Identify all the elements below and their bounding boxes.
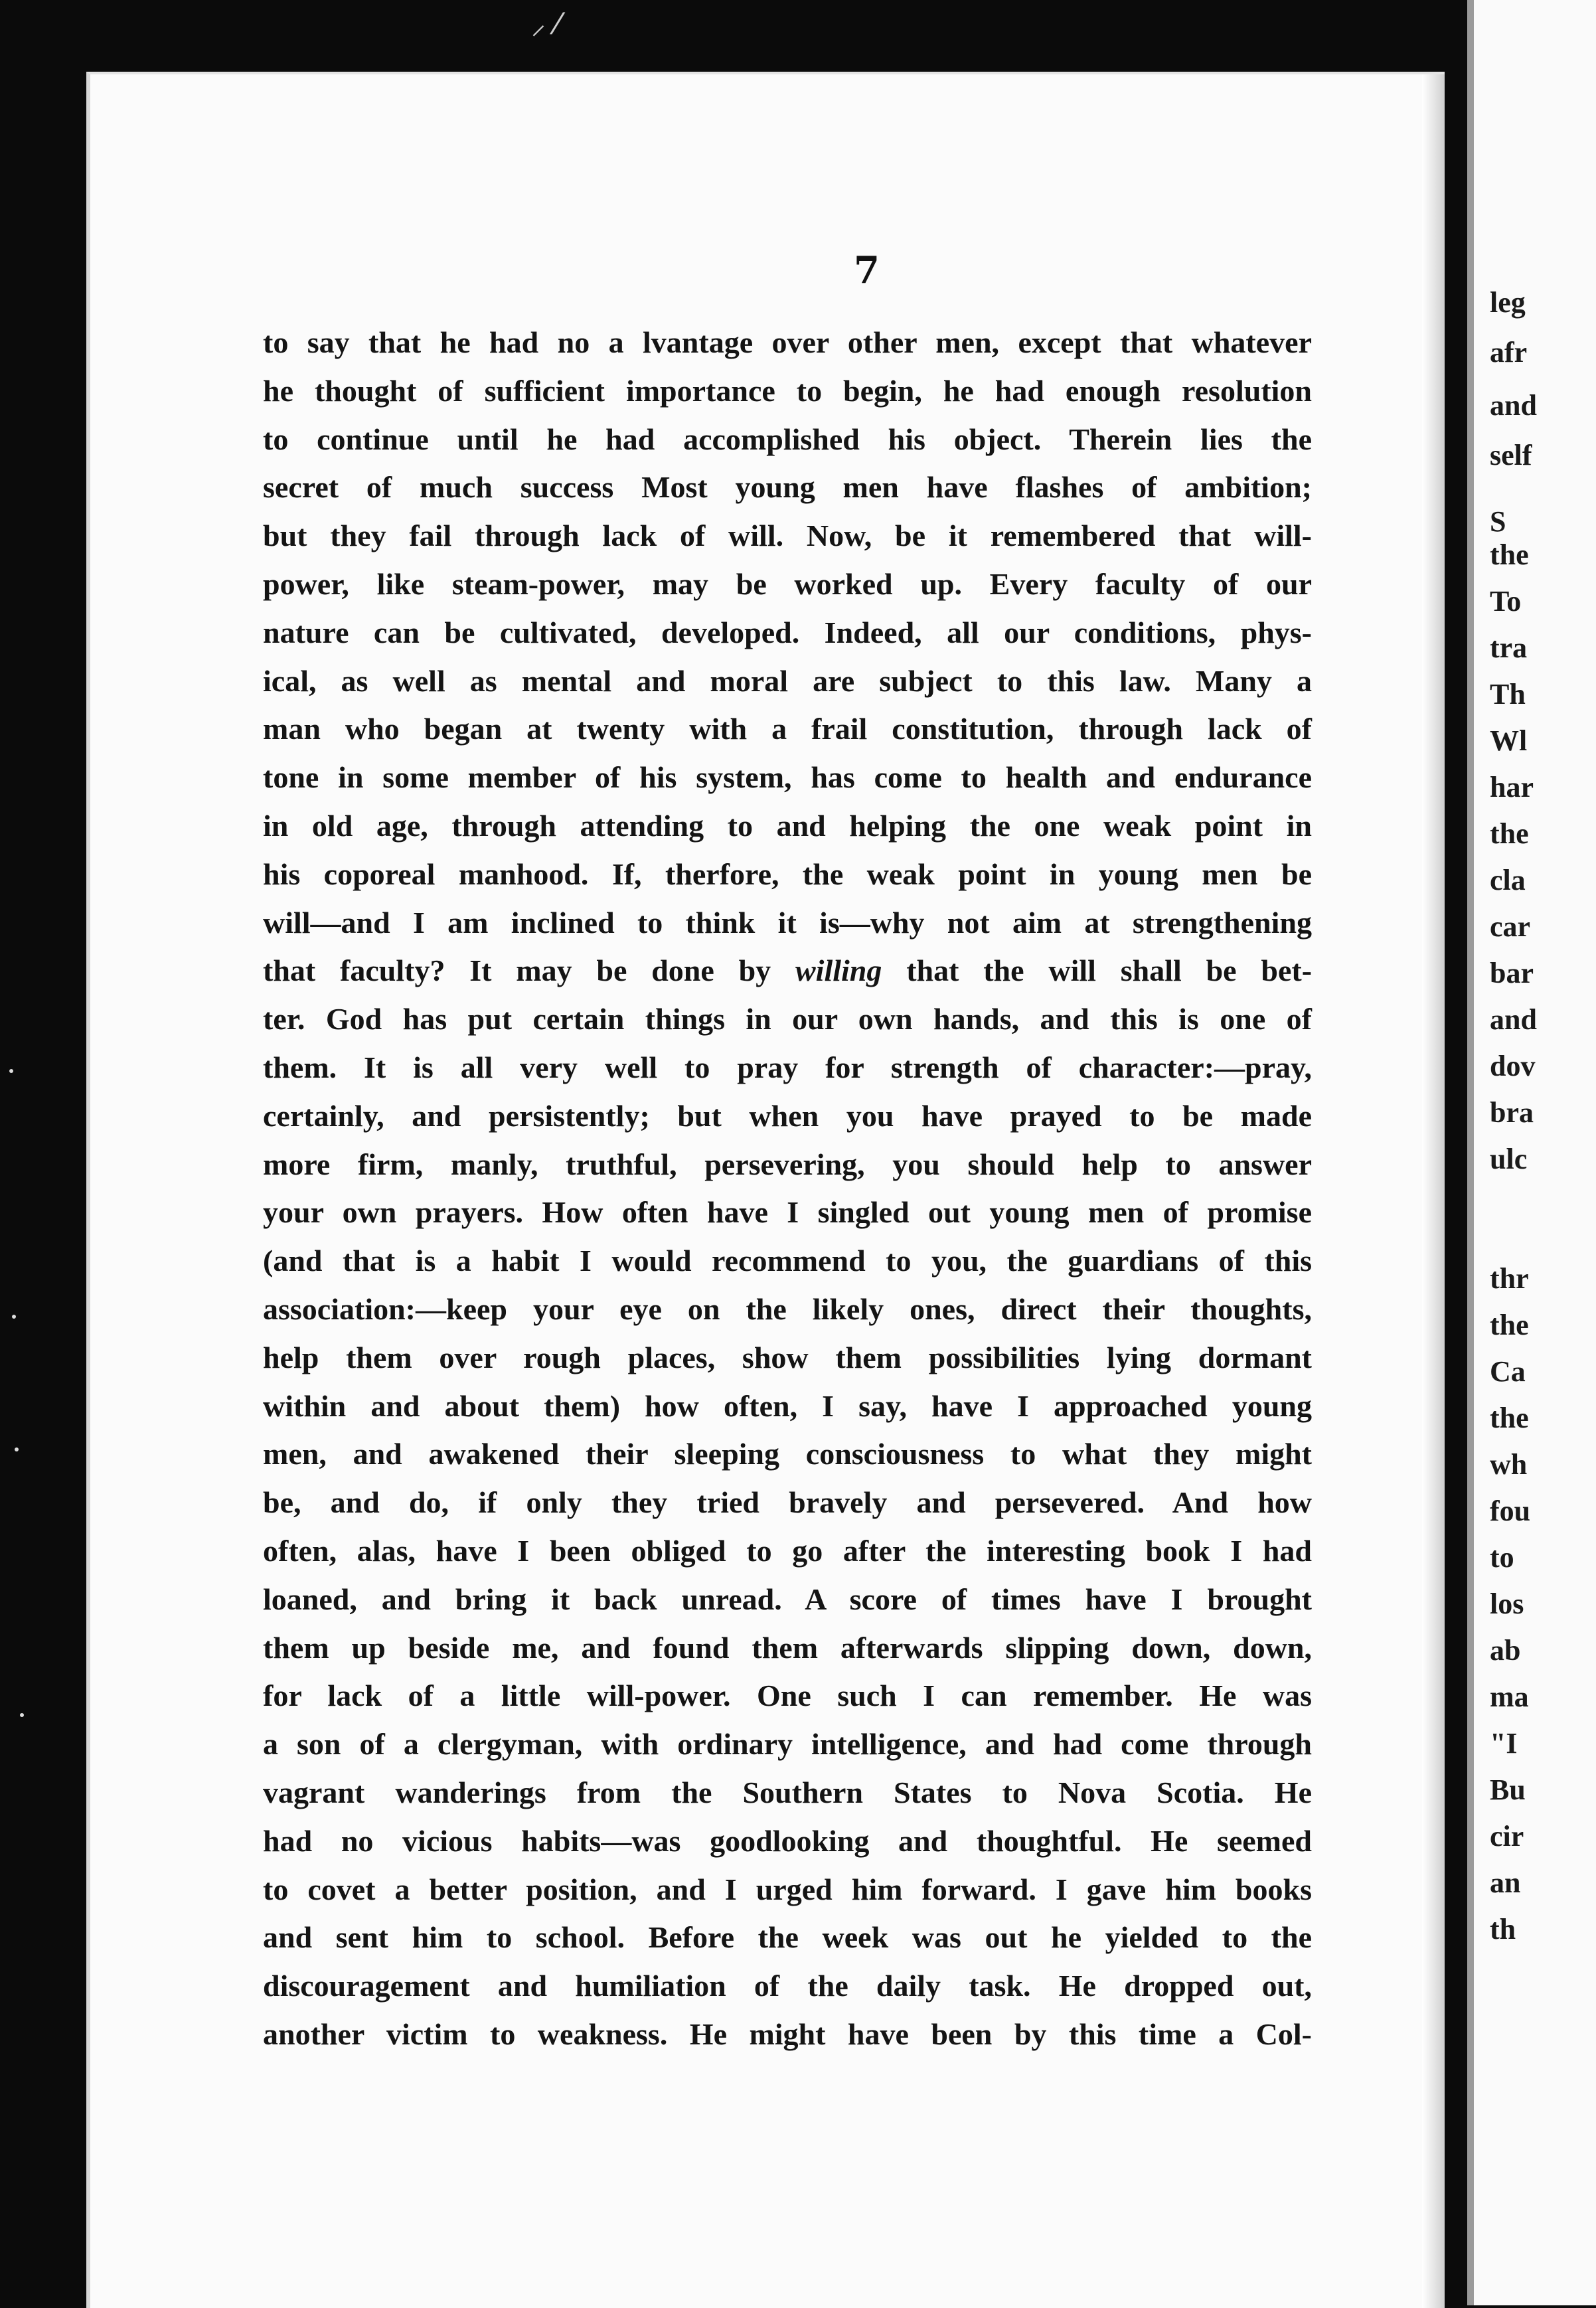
text-line: he thought of sufficient importance to begin, he had enough resolution — [263, 373, 1312, 408]
text-line: to continue until he had accomplished his object. Therein lies the — [263, 422, 1312, 456]
text-line: secret of much success Most young men have flashes of ambition; — [263, 470, 1312, 505]
facing-page-text: th — [1490, 1913, 1516, 1945]
text-line: within and about them) how often, I say, have I approached young — [263, 1388, 1312, 1423]
text-line: vagrant wanderings from the Southern States to Nova Scotia. He — [263, 1775, 1312, 1809]
text-line: them. It is all very well to pray for strength of character:—pray, — [263, 1050, 1312, 1084]
facing-page-text: tra — [1490, 631, 1528, 664]
text-line: certainly, and persistently; but when you have prayed to be made — [263, 1098, 1312, 1133]
text-line: tone in some member of his system, has come to health and endurance — [263, 760, 1312, 795]
scan-artifact: ⸝ ⁄ — [531, 7, 560, 41]
facing-page-text: los — [1490, 1588, 1524, 1620]
text-line: ter. God has put certain things in our own hands, and this is one of — [263, 1002, 1312, 1036]
facing-page-text: S — [1490, 505, 1506, 538]
facing-page-text: an — [1490, 1866, 1521, 1899]
facing-page-fragment — [1467, 0, 1596, 2305]
text-line: man who began at twenty with a frail constitution, through lack of — [263, 712, 1312, 746]
facing-page-text: and — [1490, 1003, 1537, 1036]
text-line: more firm, manly, truthful, persevering, you should help to answer — [263, 1147, 1312, 1181]
facing-page-text: cla — [1490, 864, 1526, 896]
text-line: that faculty? It may be done by willing that the will shall be bet- — [263, 953, 1313, 988]
text-line: his coporeal manhood. If, therfore, the weak point in young men be — [263, 857, 1312, 891]
scan-artifact-dots — [0, 1062, 40, 1859]
text-line: in old age, through attending to and helping the one weak point in — [263, 808, 1312, 843]
text-line: had no vicious habits—was goodlooking and thoughtful. He seemed — [263, 1823, 1312, 1858]
text-line: and sent him to school. Before the week was out he yielded to the — [263, 1920, 1312, 1955]
facing-page-text: the — [1490, 1402, 1529, 1434]
text-line: often, alas, have I been obliged to go after the interesting book I had — [263, 1533, 1312, 1568]
facing-page-text: the — [1490, 817, 1529, 850]
facing-page-text: bar — [1490, 957, 1534, 989]
text-line: them up beside me, and found them afterwards slipping down, down, — [263, 1630, 1312, 1665]
text-line: to covet a better position, and I urged him forward. I gave him books — [263, 1872, 1312, 1906]
page-number: 7 — [854, 248, 880, 292]
facing-page-text: Bu — [1490, 1773, 1526, 1806]
facing-page-text: thr — [1490, 1262, 1529, 1295]
facing-page-text: leg — [1490, 286, 1526, 319]
facing-page-text: wh — [1490, 1448, 1528, 1481]
text-line: loaned, and bring it back unread. A score of times have I brought — [263, 1582, 1312, 1616]
text-line: power, like steam-power, may be worked up. Every faculty of our — [263, 566, 1312, 601]
body-text — [263, 319, 1312, 2059]
facing-page-text: bra — [1490, 1096, 1534, 1129]
text-line: but they fail through lack of will. Now, be it remembered that will- — [263, 519, 1312, 553]
text-line: will—and I am inclined to think it is—why not aim at strengthening — [263, 905, 1312, 940]
text-line: (and that is a habit I would recommend to you, the guardians of this — [263, 1244, 1312, 1278]
facing-page-text: fou — [1490, 1495, 1531, 1527]
facing-page-text: the — [1490, 1309, 1529, 1341]
text-line: to say that he had no a lvantage over other men, except that whatever — [263, 325, 1312, 359]
text-line: help them over rough places, show them possibilities lying dormant — [263, 1340, 1312, 1374]
facing-page-text: To — [1490, 585, 1522, 618]
facing-page-text: ulc — [1490, 1143, 1528, 1175]
text-line: ical, as well as mental and moral are subject to this law. Many a — [263, 663, 1312, 698]
facing-page-text: self — [1490, 439, 1532, 471]
facing-page-text: to — [1490, 1541, 1514, 1574]
text-line: for lack of a little will-power. One such I can remember. He was — [263, 1679, 1312, 1713]
facing-page-text: and — [1490, 389, 1537, 422]
text-line: be, and do, if only they tried bravely and persevered. And how — [263, 1485, 1312, 1520]
facing-page-text: Ca — [1490, 1355, 1526, 1388]
facing-page-text: har — [1490, 771, 1534, 803]
facing-page-text: Wl — [1490, 724, 1528, 757]
facing-page-text: cir — [1490, 1820, 1524, 1853]
text-line: nature can be cultivated, developed. Indeed, all our conditions, phys- — [263, 615, 1312, 649]
facing-page-text: car — [1490, 910, 1531, 943]
text-line: another victim to weakness. He might have been by this time a Col- — [263, 2017, 1312, 2051]
text-line: association:—keep your eye on the likely ones, direct their thoughts, — [263, 1291, 1312, 1326]
facing-page-text: "I — [1490, 1727, 1518, 1760]
text-line: a son of a clergyman, with ordinary intelligence, and had come through — [263, 1727, 1312, 1762]
page-gutter-shadow — [1422, 74, 1445, 2308]
facing-page-text: the — [1490, 538, 1529, 571]
text-line: your own prayers. How often have I singled out young men of promise — [263, 1195, 1312, 1230]
text-line: discouragement and humiliation of the daily task. He dropped out, — [263, 1969, 1312, 2003]
facing-page-text: ma — [1490, 1681, 1529, 1713]
text-line: men, and awakened their sleeping consciousness to what they might — [263, 1437, 1312, 1471]
facing-page-text: afr — [1490, 336, 1528, 369]
facing-page-text: dov — [1490, 1050, 1536, 1082]
facing-page-text: ab — [1490, 1634, 1521, 1667]
facing-page-text: Th — [1490, 678, 1526, 710]
